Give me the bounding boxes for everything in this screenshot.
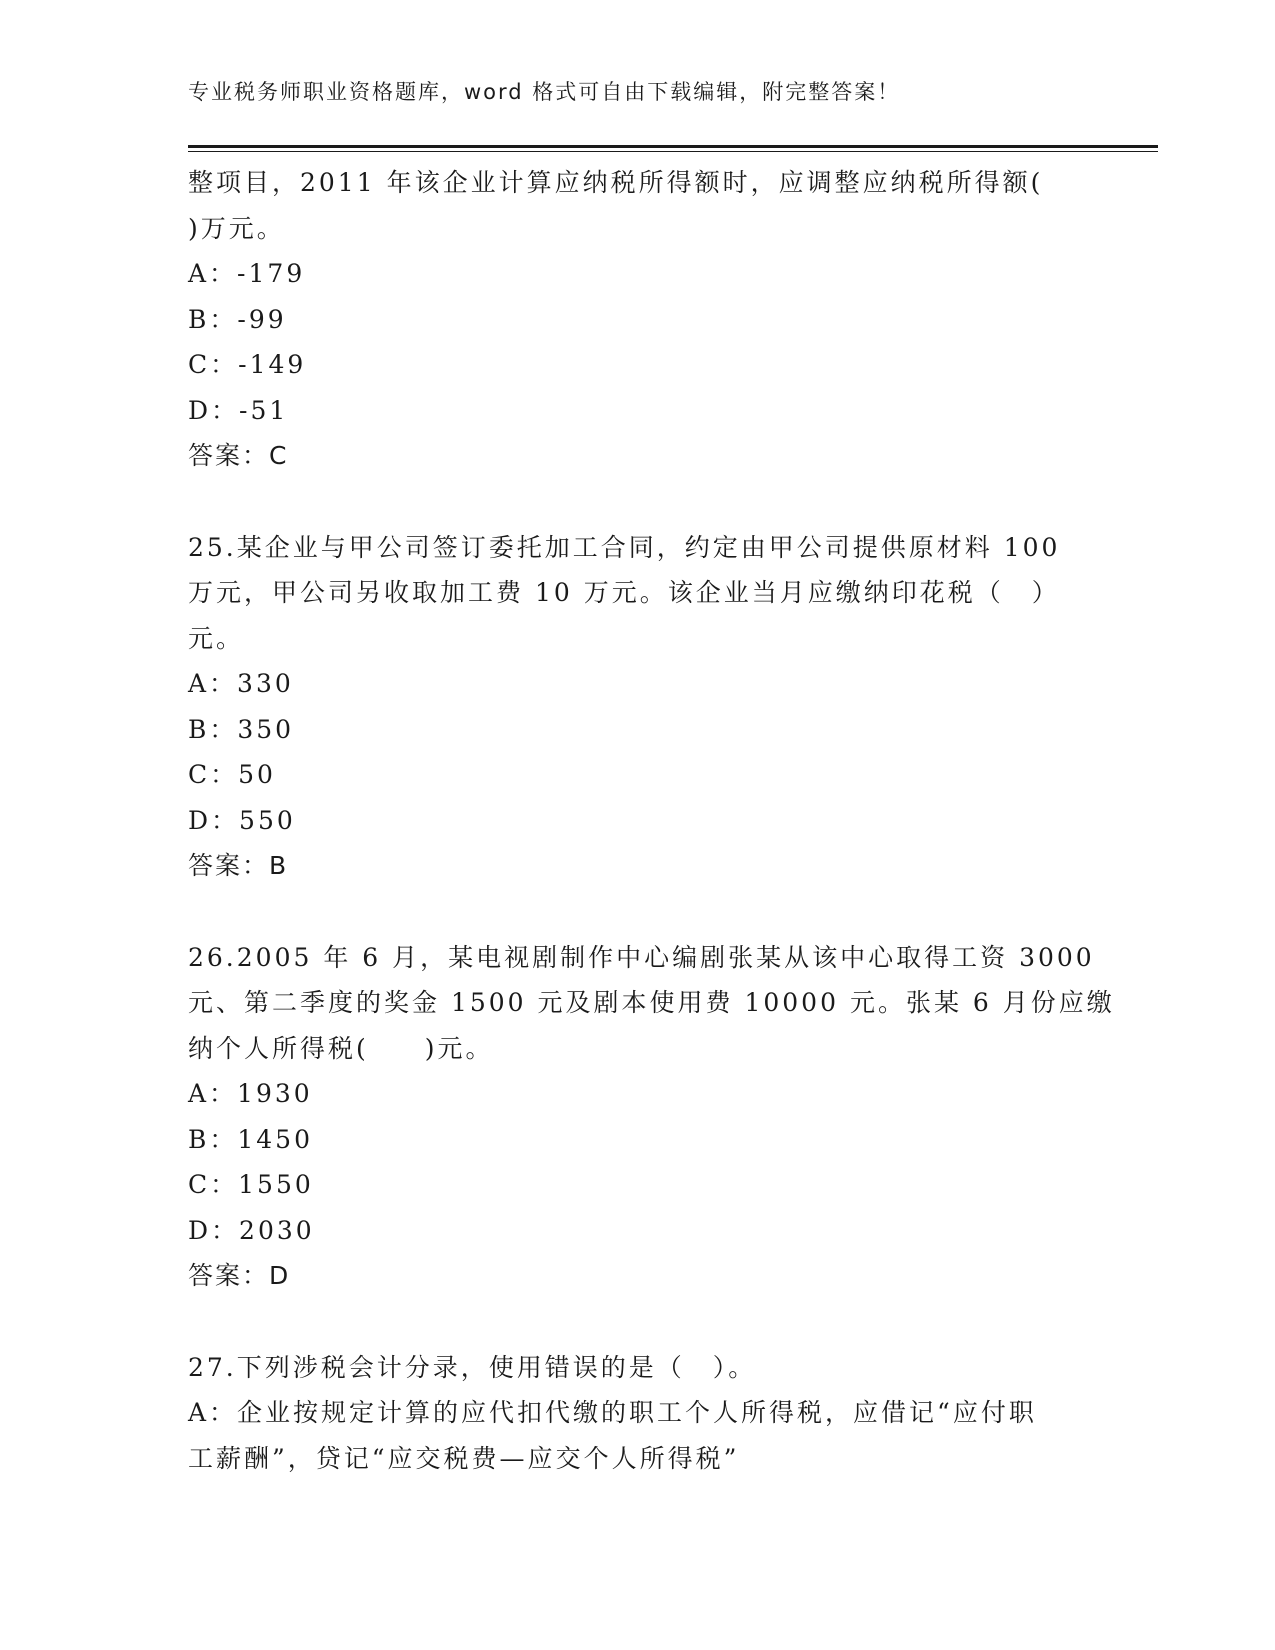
option-b: B：350 <box>188 714 295 744</box>
spacer <box>188 889 1088 935</box>
header-rule-thick <box>188 145 1158 148</box>
page-header: 专业税务师职业资格题库，word 格式可自由下载编辑，附完整答案！ <box>188 80 901 104</box>
option-a: A：1930 <box>188 1079 313 1108</box>
question-24 <box>188 160 1088 479</box>
option-d: D：2030 <box>188 1215 315 1245</box>
answer: 答案：C <box>188 441 289 470</box>
question-26 <box>188 935 1115 1299</box>
spacer <box>188 479 1088 525</box>
question-stem-line: 元、第二季度的奖金 1500 元及剧本使用费 10000 元。张某 6 月份应缴 <box>188 988 1115 1017</box>
option-b: B：1450 <box>188 1124 313 1154</box>
option-a-line: 工薪酬”，贷记“应交税费—应交个人所得税” <box>188 1443 740 1473</box>
option-c: C：-149 <box>188 350 307 379</box>
question-27 <box>188 1345 1088 1482</box>
answer: 答案：B <box>188 851 289 880</box>
spacer <box>188 1299 1088 1345</box>
question-stem-line: 万元，甲公司另收取加工费 10 万元。该企业当月应缴纳印花税（ ） <box>188 578 1060 607</box>
option-d: D：-51 <box>188 395 289 425</box>
question-stem-line: 元。 <box>188 623 245 653</box>
question-25 <box>188 525 1088 889</box>
document-body <box>188 160 1115 1481</box>
option-b: B：-99 <box>188 304 287 334</box>
header-rule-thin <box>188 151 1158 152</box>
option-a: A：330 <box>188 669 294 698</box>
option-a: A：-179 <box>188 259 306 288</box>
question-stem-line: 26.2005 年 6 月，某电视剧制作中心编剧张某从该中心取得工资 3000 <box>188 942 1095 972</box>
option-c: C：50 <box>188 760 276 789</box>
question-stem-line: 整项目，2011 年该企业计算应纳税所得额时，应调整应纳税所得额( <box>188 168 1044 197</box>
question-stem-line: 纳个人所得税( )元。 <box>188 1033 494 1063</box>
answer: 答案：D <box>188 1261 291 1290</box>
question-stem-line: 27.下列涉税会计分录，使用错误的是（ ）。 <box>188 1352 757 1382</box>
option-a-line: A：企业按规定计算的应代扣代缴的职工个人所得税，应借记“应付职 <box>188 1398 1037 1427</box>
option-d: D：550 <box>188 805 296 835</box>
question-stem-line: 25.某企业与甲公司签订委托加工合同，约定由甲公司提供原材料 100 <box>188 532 1061 562</box>
question-stem-line: )万元。 <box>188 213 285 243</box>
option-c: C：1550 <box>188 1170 314 1199</box>
